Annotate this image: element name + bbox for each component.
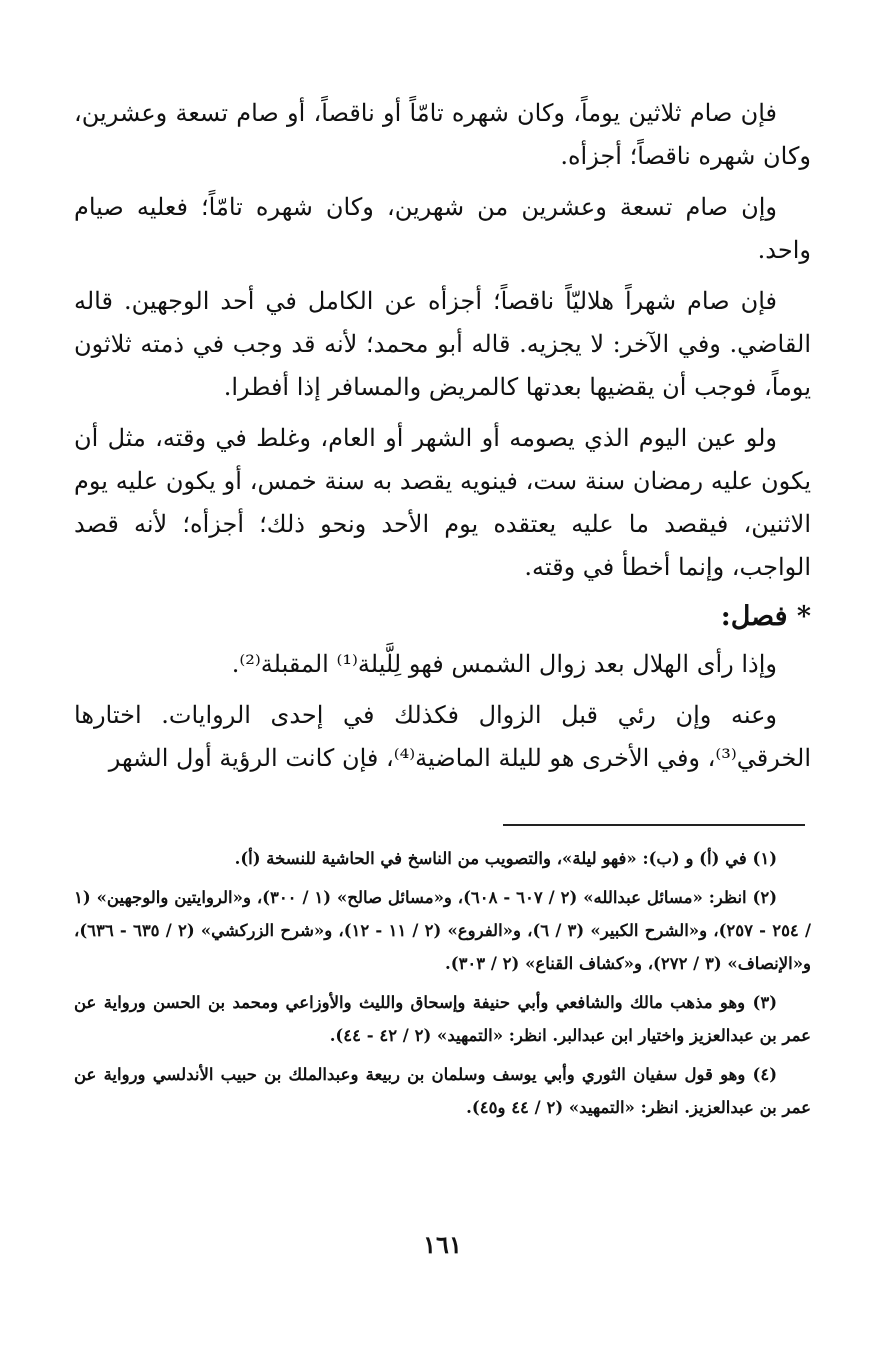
- footnote: (٢) انظر: «مسائل عبدالله» (٢ / ٦٠٧ - ٦٠٨)، و«مسائل صالح» (١ / ٣٠٠)، و«الروايتين والوجهين» (١ / ٢٥٤ - ٢٥٧)، و«الشرح الكبير» (٣ / ٦)، و«الفروع» (٢ / ١١ - ١٢)، و«شرح الزركشي» (٢ / ٦٣٥ - ٦٣٦)، و«الإنصاف» (٣ / ٢٧٢)، و«كشاف القناع» (٢ / ٣٠٣).: [74, 888, 812, 973]
- paragraph: فإن صام شهراً هلاليّاً ناقصاً؛ أجزأه عن الكامل في أحد الوجهين. قاله القاضي. وفي الآخر: لا يجزيه. قاله أبو محمد؛ لأنه قد وجب في ذمته ثلاثون يوماً، فوجب أن يقضيها بعدتها كالمريض والمسافر إذا أفطرا.: [74, 287, 811, 401]
- footnotes-block: [74, 842, 811, 1124]
- main-text-block: [74, 92, 811, 780]
- paragraph: وعنه وإن رئي قبل الزوال فكذلك في إحدى الروايات. اختارها الخرقي⁽³⁾، وفي الأخرى هو لليلة الماضية⁽⁴⁾، فإن كانت الرؤية أول الشهر: [74, 701, 811, 772]
- footnote: (٣) وهو مذهب مالك والشافعي وأبي حنيفة وإسحاق والليث والأوزاعي ومحمد بن الحسن ورواية عن عمر بن عبدالعزيز واختيار ابن عبدالبر. انظر: «التمهيد» (٢ / ٤٢ - ٤٤).: [74, 993, 811, 1045]
- section-heading: * فصل:: [720, 601, 811, 632]
- paragraph: ولو عين اليوم الذي يصومه أو الشهر أو العام، وغلط في وقته، مثل أن يكون عليه رمضان سنة ست، فينويه يقصد به سنة خمس، أو يكون عليه يوم الاثنين، فيقصد ما عليه يعتقده يوم الأحد ونحو ذلك؛ أجزأه؛ لأنه قصد الواجب، وإنما أخطأ في وقته.: [74, 424, 811, 581]
- footnote: (٤) وهو قول سفيان الثوري وأبي يوسف وسلمان بن ربيعة وعبدالملك بن حبيب الأندلسي ورواية عن عمر بن عبدالعزيز. انظر: «التمهيد» (٢ / ٤٤ و٤٥).: [74, 1065, 811, 1117]
- footnote: (١) في (أ) و (ب): «فهو ليلة»، والتصويب من الناسخ في الحاشية للنسخة (أ).: [234, 849, 777, 868]
- footnote-divider: [503, 824, 805, 826]
- paragraph: وإن صام تسعة وعشرين من شهرين، وكان شهره تامّاً؛ فعليه صيام واحد.: [74, 193, 811, 264]
- page-number: ١٦١: [423, 1230, 462, 1259]
- paragraph: وإذا رأى الهلال بعد زوال الشمس فهو لِلَّيلة⁽¹⁾ المقبلة⁽²⁾.: [231, 650, 777, 678]
- paragraph: فإن صام ثلاثين يوماً، وكان شهره تامّاً أو ناقصاً، أو صام تسعة وعشرين، وكان شهره ناقصاً؛ أجزأه.: [74, 99, 811, 170]
